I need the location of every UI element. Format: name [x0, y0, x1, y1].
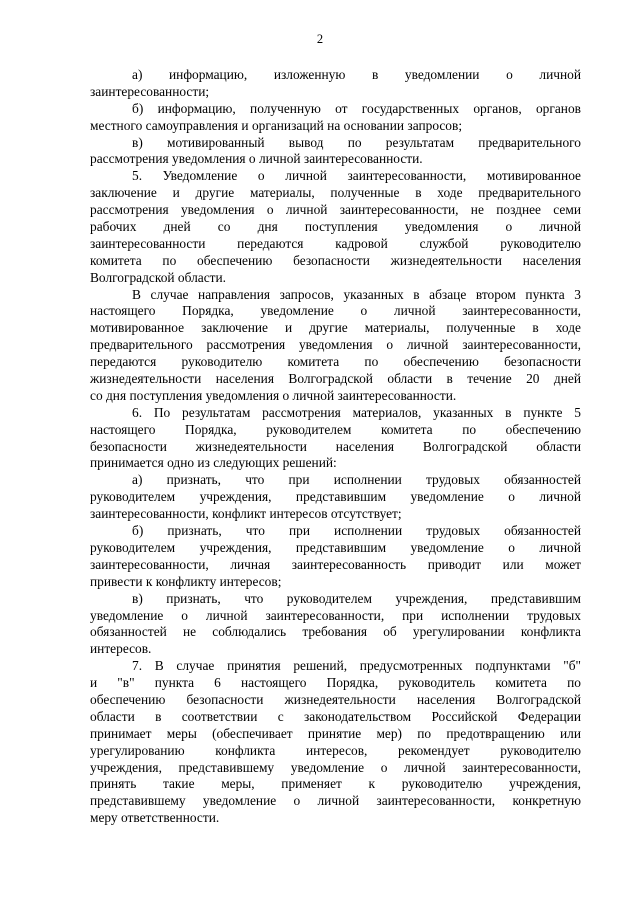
text-line: руководителем учреждения, представившим уведомление о личной — [90, 539, 581, 555]
text-line: мотивированное заключение и другие материалы, полученные в ходе — [90, 320, 581, 336]
text-line: б) информацию, полученную от государственных органов, органов — [132, 100, 581, 116]
text-line: рассмотрения уведомления о личной заинтересованности, не позднее семи — [90, 202, 581, 218]
page-number: 2 — [316, 32, 324, 46]
text-line: В случае направления запросов, указанных в абзаце втором пункта 3 — [132, 286, 581, 302]
text-line: уведомление о личной заинтересованности, при исполнении трудовых — [90, 607, 581, 623]
text-line: со дня поступления уведомления о личной заинтересованности. — [90, 387, 457, 403]
text-line: заинтересованности, личная заинтересованность приводит или может — [90, 556, 581, 572]
text-line: представившему уведомление о личной заинтересованности, конкретную — [90, 793, 581, 809]
text-line: руководителем учреждения, представившим уведомление о личной — [90, 489, 581, 505]
text-line: области в соответствии с законодательством Российской Федерации — [90, 708, 581, 724]
text-line: обеспечению безопасности жизнедеятельности населения Волгоградской — [90, 691, 581, 707]
text-line: в) признать, что руководителем учреждения, представившим — [132, 590, 581, 606]
text-line: рассмотрения уведомления о личной заинтересованности. — [90, 151, 423, 167]
text-line: местного самоуправления и организаций на основании запросов; — [90, 117, 463, 133]
text-line: а) информацию, изложенную в уведомлении о личной — [132, 67, 581, 82]
text-line: в) мотивированный вывод по результатам предварительного — [132, 134, 581, 150]
text-line: безопасности жизнедеятельности населения Волгоградской области — [90, 438, 581, 454]
text-line: рабочих дней со дня поступления уведомления о личной — [90, 219, 581, 235]
text-line: заинтересованности передаются кадровой службой руководителю — [90, 235, 581, 251]
text-line: принять такие меры, применяет к руководителю учреждения, — [90, 776, 581, 792]
text-line: 7. В случае принятия решений, предусмотренных подпунктами "б" — [132, 658, 581, 674]
text-line: заинтересованности; — [90, 83, 210, 99]
text-line: урегулированию конфликта интересов, рекомендует руководителю — [90, 742, 581, 758]
text-line: комитета по обеспечению безопасности жизнедеятельности населения — [90, 252, 581, 268]
text-line: интересов. — [90, 641, 152, 657]
text-line: передаются руководителю комитета по обеспечению безопасности — [90, 354, 581, 370]
text-line: принимается одно из следующих решений: — [90, 455, 337, 471]
text-line: жизнедеятельности населения Волгоградской области в течение 20 дней — [90, 371, 581, 387]
text-line: заинтересованности, конфликт интересов отсутствует; — [90, 506, 402, 522]
text-line: настоящего Порядка, уведомление о личной заинтересованности, — [90, 303, 581, 319]
text-line: 5. Уведомление о личной заинтересованности, мотивированное — [132, 168, 581, 184]
text-line: меру ответственности. — [90, 810, 220, 826]
text-line: привести к конфликту интересов; — [90, 573, 282, 589]
text-line: 6. По результатам рассмотрения материалов, указанных в пункте 5 — [132, 404, 581, 420]
text-line: заключение и другие материалы, полученные в ходе предварительного — [90, 185, 581, 201]
text-line: обязанностей не соблюдались требования об урегулировании конфликта — [90, 624, 581, 640]
text-line: б) признать, что при исполнении трудовых обязанностей — [132, 523, 581, 539]
text-line: принимает меры (обеспечивает принятие мер) по предотвращению или — [90, 725, 581, 741]
document-body — [90, 67, 581, 827]
text-line: учреждения, представившему уведомление о личной заинтересованности, — [90, 759, 581, 775]
text-line: и "в" пункта 6 настоящего Порядка, руководитель комитета по — [90, 675, 581, 691]
text-line: предварительного рассмотрения уведомления о личной заинтересованности, — [90, 337, 581, 353]
text-line: а) признать, что при исполнении трудовых обязанностей — [132, 472, 581, 488]
text-line: настоящего Порядка, руководителем комитета по обеспечению — [90, 421, 581, 437]
text-line: Волгоградской области. — [90, 269, 227, 285]
